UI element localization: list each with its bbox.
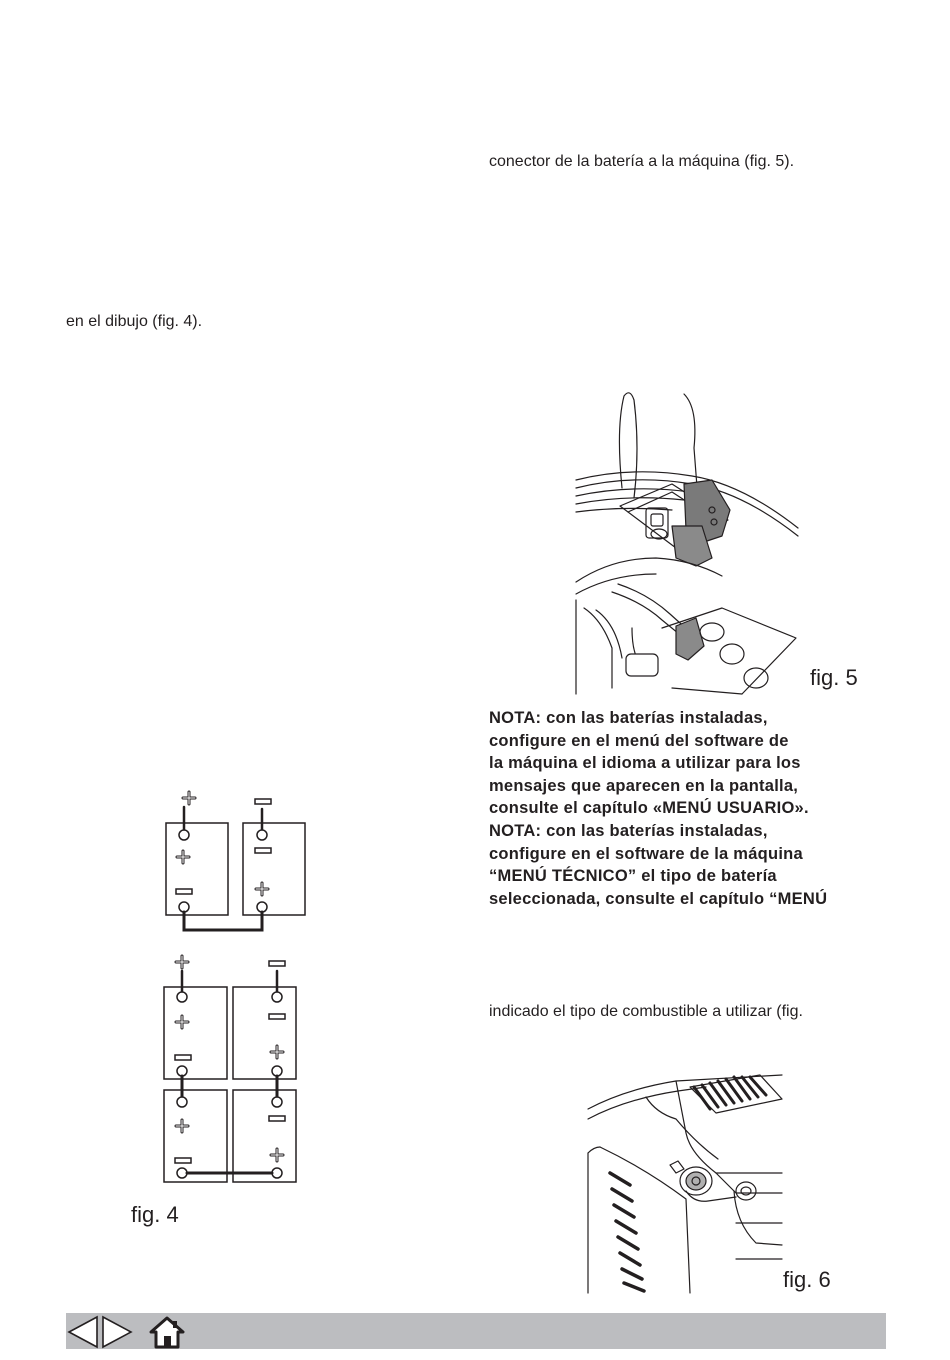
note-line: consulte el capítulo «MENÚ USUARIO». <box>489 799 809 818</box>
fig4-battery-wiring-diagram <box>150 785 320 1190</box>
note-line: NOTA: con las baterías instaladas, <box>489 709 768 727</box>
note-line: “MENÚ TÉCNICO” el tipo de batería <box>489 867 777 886</box>
note-block <box>489 707 879 910</box>
note-line: seleccionada, consulte el capítulo “MENÚ <box>489 889 828 908</box>
next-page-button[interactable] <box>100 1315 134 1349</box>
note-line: mensajes que aparecen en la pantalla, <box>489 776 799 795</box>
fig4-label: fig. 4 <box>131 1202 179 1227</box>
home-icon <box>147 1315 187 1349</box>
triangle-left-icon <box>66 1315 100 1349</box>
fig6-fuel-cap-illustration <box>586 1073 786 1295</box>
note-line: la máquina el idioma a utilizar para los <box>489 754 801 773</box>
text-line-connector: conector de la batería a la máquina (fig. 5). <box>489 153 795 170</box>
fig6-label: fig. 6 <box>783 1267 831 1292</box>
note-line: configure en el menú del software de <box>489 731 789 750</box>
text-line-drawing: en el dibujo (fig. 4). <box>66 313 203 330</box>
previous-page-button[interactable] <box>66 1315 100 1349</box>
fig5-label: fig. 5 <box>810 665 858 690</box>
home-button[interactable] <box>147 1315 187 1349</box>
triangle-right-icon <box>100 1315 134 1349</box>
text-line-fuel: indicado el tipo de combustible a utilizar (fig. <box>489 1003 803 1020</box>
footer-nav-bar <box>66 1313 886 1349</box>
note-line: configure en el software de la máquina <box>489 844 803 863</box>
fig5-connector-illustration <box>572 388 802 698</box>
note-line: NOTA: con las baterías instaladas, <box>489 821 768 840</box>
